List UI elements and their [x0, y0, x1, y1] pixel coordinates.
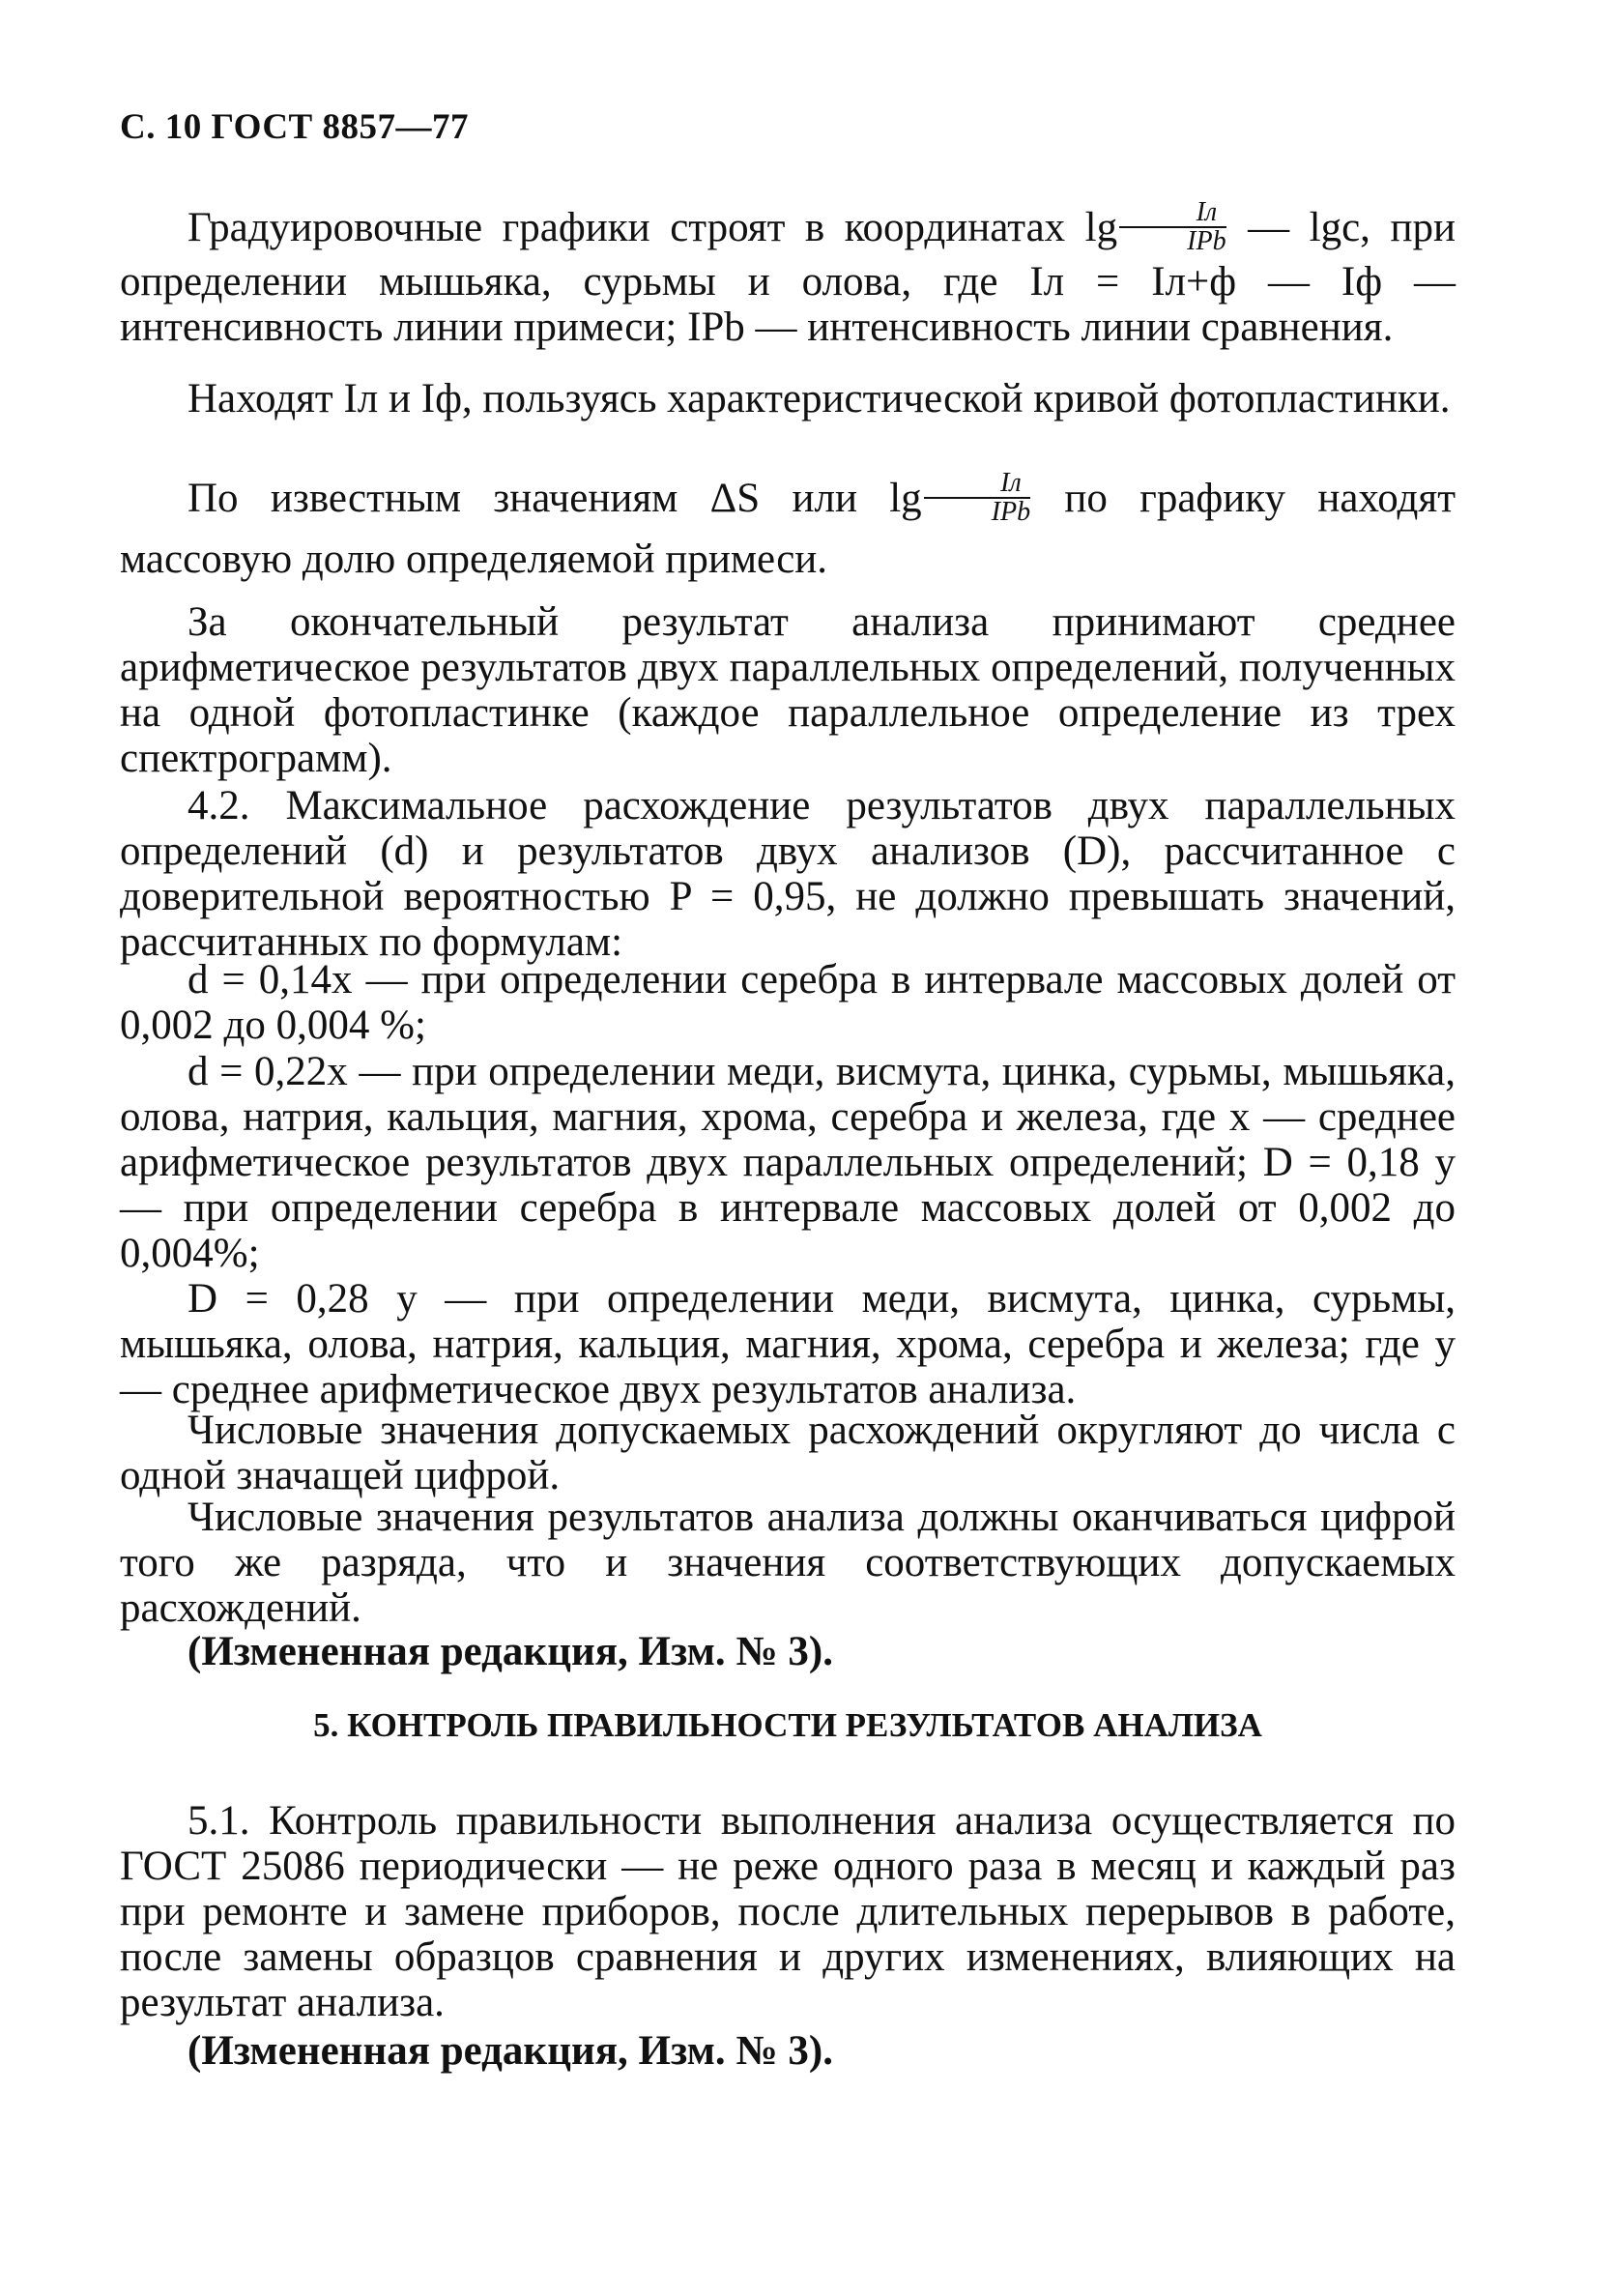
amendment-note-2: (Измененная редакция, Изм. № 3). [187, 2028, 833, 2074]
fraction-intensity-ratio-2 [924, 470, 1030, 526]
p3-text-a: По известным значениям ΔS или lg [187, 476, 922, 521]
paragraph-graduation [120, 197, 1456, 350]
p1-text-d: IPb — интенсивность линии сравнения. [687, 305, 1394, 350]
fraction-intensity-ratio [1119, 199, 1226, 255]
fraction-numerator: Iл [1119, 199, 1226, 228]
paragraph-find-intensities: Находят Iл и Iф, пользуясь характеристической кривой фотопластинки. [187, 376, 1451, 421]
amendment-note-1: (Измененная редакция, Изм. № 3). [187, 1629, 833, 1674]
paragraph-4-2: 4.2. Максимальное расхождение результатов двух параллельных определений (d) и результатов двух анализов (D), рассчитанное с доверительной вероятностью P = 0,95, не должно превышать значений, рассчитанных по формулам: [120, 783, 1456, 965]
formula-d-metals: d = 0,22x — при определении меди, висмута, цинка, сурьмы, мышьяка, олова, натрия, кальция, магния, хрома, серебра и железа, где x — среднее арифметическое результатов двух параллельных определений; D = 0,18 y — при определении серебра в интервале массовых долей от 0,002 до 0,004%; [120, 1049, 1456, 1276]
fraction-denominator-2: IPb [991, 497, 1031, 528]
paragraph-rounding: Числовые значения допускаемых расхождений округляют до числа с одной значащей цифрой. [120, 1408, 1456, 1498]
paragraph-final-result: За окончательный результат анализа принимают среднее арифметическое результатов двух параллельных определений, полученных на одной фотопластинке (каждое параллельное определение из трех спектрограмм). [120, 599, 1456, 781]
formula-d-silver: d = 0,14x — при определении серебра в интервале массовых долей от 0,002 до 0,004 %; [120, 957, 1456, 1048]
p1-text-b: — lgc, при определении мышьяка, сурьмы и олова, где [120, 204, 1456, 305]
paragraph-5-1: 5.1. Контроль правильности выполнения анализа осуществляется по ГОСТ 25086 периодически — не реже одного раза в месяц и каждый раз при ремонте и замене приборов, после длительных перерывов в работе, после замены образцов сравнения и других изменениях, влияющих на результат анализа. [120, 1798, 1456, 2025]
fraction-denominator: IPb [1187, 226, 1226, 256]
paragraph-digits: Числовые значения результатов анализа должны оканчиваться цифрой того же разряда, что и значения соответствующих допускаемых расхождений. [120, 1495, 1456, 1631]
p1-text-c: Iл = Iл+ф — Iф — интенсивность линии примеси; [120, 259, 1456, 350]
p3-text-b: по графику находят массовую долю определяемой примеси. [120, 476, 1456, 583]
paragraph-known-values [120, 469, 1456, 590]
page-header: С. 10 ГОСТ 8857—77 [120, 107, 469, 147]
fraction-numerator-2: Iл [924, 470, 1030, 499]
formula-D-metals: D = 0,28 y — при определении меди, висмута, цинка, сурьмы, мышьяка, олова, натрия, кальция, магния, хрома, серебра и железа; где y — среднее арифметическое двух результатов анализа. [120, 1276, 1456, 1412]
section-5-heading: 5. КОНТРОЛЬ ПРАВИЛЬНОСТИ РЕЗУЛЬТАТОВ АНАЛИЗА [313, 1706, 1262, 1744]
p1-text-a: Градуировочные графики строят в координатах lg [187, 204, 1118, 250]
